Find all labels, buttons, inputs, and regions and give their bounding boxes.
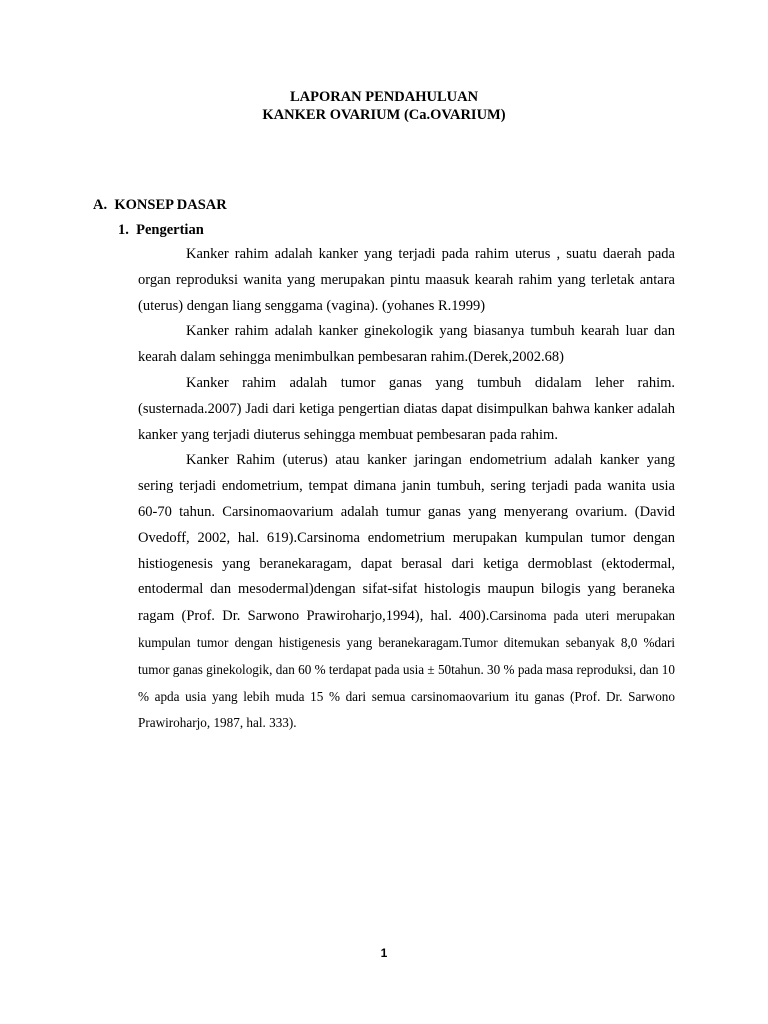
title-line-2: KANKER OVARIUM (Ca.OVARIUM) — [262, 107, 506, 123]
subsection-heading: 1. Pengertian — [118, 222, 204, 238]
paragraph-4-text: Kanker Rahim (uterus) atau kanker jaringan endometrium adalah kanker yang sering terjadi endometrium, tempat dimana janin tumbuh, sering terjadi pada wanita usia 60-70 tahun. Carsinomaovarium adalah tumur ganas yang menyerang ovarium. (David Ovedoff, 2002, hal. 619).Carsinoma endometrium merupakan kumpulan tumor dengan histiogenesis yang beranekaragam, dapat berasal dari ketiga dermoblast (ektodermal, entodermal dan mesodermal)dengan sifat-sifat histologis maupun bilogis yang beraneka ragam (Prof. Dr. Sarwono Prawiroharjo,1994), hal. 400). — [138, 452, 675, 625]
title-line-1: LAPORAN PENDAHULUAN — [289, 89, 479, 105]
page-number: 1 — [380, 946, 388, 960]
paragraph-1: Kanker rahim adalah kanker yang terjadi pada rahim uterus , suatu daerah pada organ reproduksi wanita yang merupakan pintu maasuk kearah rahim yang terletak antara (uterus) dengan liang senggama (vagina). (yohanes R.1999) — [138, 246, 675, 314]
section-heading: A. KONSEP DASAR — [93, 197, 227, 213]
paragraph-4 — [138, 448, 675, 737]
document-title — [0, 88, 768, 124]
body-text — [138, 242, 675, 737]
paragraph-4-continuation: Carsinoma pada uteri merupakan kumpulan tumor dengan histigenesis yang beranekaragam.Tumor ditemukan sebanyak 8,0 %dari tumor ganas ginekologik, dan 60 % terdapat pada usia ± 50tahun. 30 % pada masa reproduksi, dan 10 % apda usia yang lebih muda 15 % dari semua carsinomaovarium itu ganas (Prof. Dr. Sarwono Prawiroharjo, 1987, hal. 333). — [138, 608, 676, 731]
paragraph-2: Kanker rahim adalah kanker ginekologik yang biasanya tumbuh kearah luar dan kearah dalam sehingga menimbulkan pembesaran rahim.(Derek,2002.68) — [138, 323, 675, 366]
paragraph-3: Kanker rahim adalah tumor ganas yang tumbuh didalam leher rahim.(susternada.2007) Jadi dari ketiga pengertian diatas dapat disimpulkan bahwa kanker adalah kanker yang terjadi diuterus sehingga membuat pembesaran pada rahim. — [138, 374, 675, 443]
